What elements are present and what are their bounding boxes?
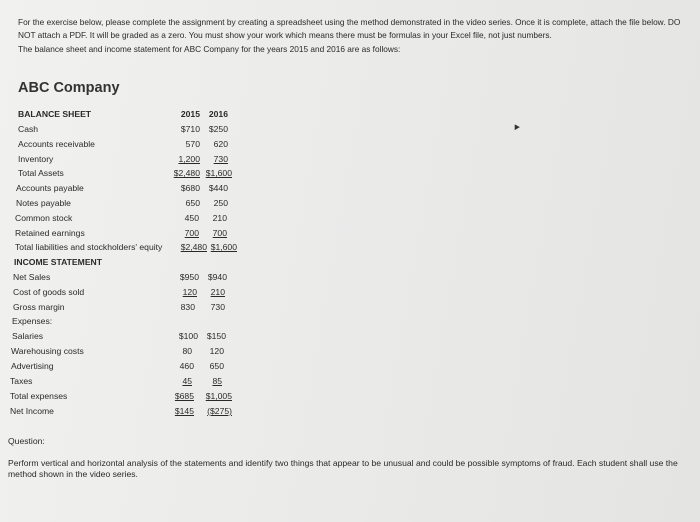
row-label: Notes payable: [16, 198, 71, 208]
value-2015: $680: [180, 183, 200, 193]
table-row: [13, 286, 233, 299]
table-row: [13, 271, 233, 284]
value-2016: 620: [213, 139, 228, 149]
table-row: [11, 345, 231, 358]
value-2015: 650: [185, 198, 200, 208]
value-2015: $685: [174, 391, 194, 401]
table-row: [11, 360, 231, 373]
row-label: Net Income: [10, 406, 54, 416]
table-row: [15, 212, 235, 225]
row-label: Warehousing costs: [11, 346, 84, 356]
mouse-cursor-icon: [512, 123, 520, 130]
value-2015: $2,480: [173, 168, 200, 178]
value-2016: 210: [210, 287, 225, 297]
value-2016: $1,005: [205, 391, 232, 401]
row-label: Accounts payable: [16, 183, 84, 193]
value-2015: 120: [182, 287, 197, 297]
year-2015-label: 2015: [180, 109, 200, 119]
value-2016: 730: [213, 154, 228, 164]
row-label: Cost of goods sold: [13, 287, 85, 297]
table-row: [12, 315, 232, 328]
value-2015: 1,200: [178, 154, 200, 164]
value-2015: 700: [184, 228, 199, 238]
table-row: [10, 375, 230, 388]
row-label: Taxes: [10, 376, 33, 386]
table-row: [13, 301, 233, 314]
instructions-line-2: The balance sheet and income statement for ABC Company for the years 2015 and 2016 are as follows:: [18, 44, 401, 54]
income-statement-title: INCOME STATEMENT: [14, 257, 103, 267]
company-title: ABC Company: [18, 80, 120, 96]
table-row: [18, 123, 238, 136]
value-2015: $145: [174, 406, 194, 416]
value-2015: 460: [179, 361, 194, 371]
row-label: Total expenses: [10, 391, 68, 401]
row-label: Total Assets: [18, 168, 64, 178]
balance-sheet-title: BALANCE SHEET: [18, 109, 92, 119]
value-2016: $940: [207, 272, 227, 282]
row-label: Common stock: [15, 213, 73, 223]
row-label: Inventory: [18, 154, 54, 164]
year-2016-label: 2016: [208, 109, 228, 119]
question-body: Perform vertical and horizontal analysis of the statements and identify two things that appear to be unusual and could be possible symptoms of fraud. Each student shall use the method shown in the video series.: [8, 458, 678, 479]
value-2015: $100: [178, 331, 198, 341]
value-2016: 85: [212, 376, 222, 386]
table-row: [18, 138, 238, 151]
instructions: [18, 16, 686, 58]
value-2015: 80: [182, 346, 192, 356]
value-2015: $2,480: [180, 242, 207, 252]
value-2016: $150: [206, 331, 226, 341]
value-2016: 700: [212, 228, 227, 238]
value-2015: $950: [179, 272, 199, 282]
row-label: Total liabilities and stockholders' equity: [15, 242, 163, 252]
balance-sheet-header: [18, 108, 238, 121]
row-label: Expenses:: [12, 316, 53, 326]
row-label: Accounts receivable: [18, 139, 95, 149]
value-2016: 210: [212, 213, 227, 223]
value-2016: 650: [209, 361, 224, 371]
value-2016: 120: [209, 346, 224, 356]
value-2015: 450: [184, 213, 199, 223]
table-row: [16, 182, 236, 195]
value-2015: $710: [180, 124, 200, 134]
row-label: Advertising: [11, 361, 54, 371]
value-2015: 570: [185, 139, 200, 149]
instructions-line-1: For the exercise below, please complete the assignment by creating a spreadsheet using the method demonstrated in the video series. Once it is complete, attach the file below. DO NOT attach a PDF. It will be graded as a zero. You must show your work which means there must be formulas in your Excel file, not just numbers.: [18, 17, 681, 40]
table-row: [16, 197, 236, 210]
value-2016: 250: [213, 198, 228, 208]
row-label: Salaries: [12, 331, 44, 341]
table-row: [10, 390, 230, 403]
value-2016: ($275): [207, 406, 232, 416]
question-title: Question:: [8, 436, 45, 446]
row-label: Net Sales: [13, 272, 51, 282]
table-row: [18, 153, 238, 166]
value-2015: 830: [180, 302, 195, 312]
value-2015: 45: [182, 376, 192, 386]
income-statement-header: [14, 256, 214, 269]
table-row: [18, 167, 238, 180]
value-2016: $250: [208, 124, 228, 134]
table-row: [12, 330, 232, 343]
value-2016: $440: [208, 183, 228, 193]
table-row: [10, 405, 230, 418]
table-row: [15, 227, 235, 240]
value-2016: $1,600: [210, 242, 237, 252]
table-row: [15, 241, 255, 254]
value-2016: 730: [210, 302, 225, 312]
value-2016: $1,600: [205, 168, 232, 178]
row-label: Retained earnings: [15, 228, 85, 238]
row-label: Gross margin: [13, 302, 65, 312]
row-label: Cash: [18, 124, 39, 134]
